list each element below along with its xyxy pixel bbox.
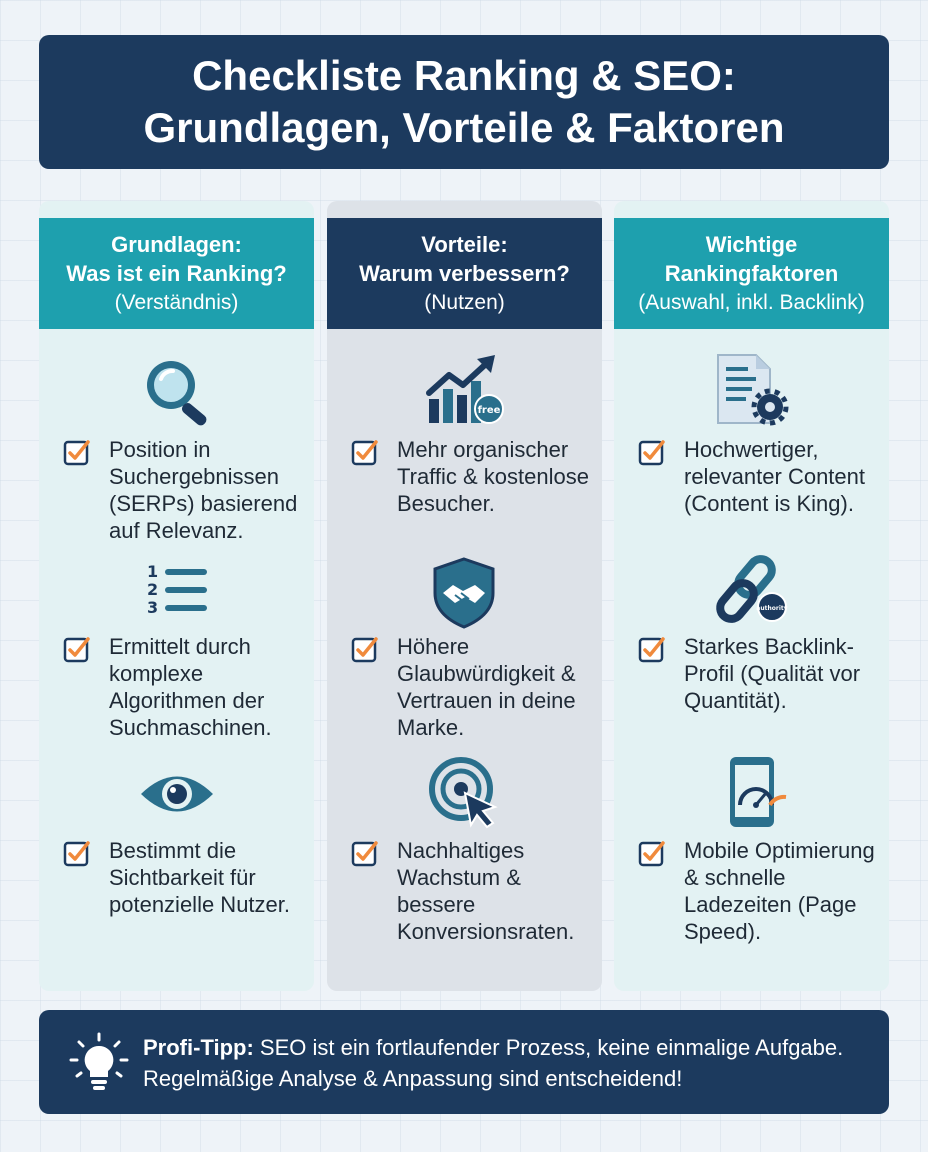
checkbox-icon	[351, 635, 379, 663]
page-title	[39, 35, 889, 169]
item-text: Nachhaltiges Wachstum & bessere Konversionsraten.	[397, 838, 575, 944]
list-item	[63, 633, 314, 741]
list-item	[638, 837, 889, 945]
tip-box	[39, 1010, 889, 1114]
header-title-1: Grundlagen:	[111, 232, 242, 257]
item-text: Mehr organischer Traffic & kostenlose Besucher.	[397, 437, 589, 516]
item-text: Hochwertiger, relevanter Content (Content is King).	[684, 437, 865, 516]
checkbox-icon	[351, 438, 379, 466]
item-text: Höhere Glaubwürdigkeit & Vertrauen in deine Marke.	[397, 634, 576, 740]
lightbulb-icon	[69, 1032, 129, 1094]
list-item	[638, 436, 889, 517]
column-header	[327, 218, 602, 329]
checkbox-icon	[63, 438, 91, 466]
checkbox-icon	[63, 839, 91, 867]
free-badge-label: free	[477, 405, 501, 416]
growth-chart-icon	[425, 353, 511, 429]
header-title-2: Rankingfaktoren	[664, 261, 839, 286]
svg-text:2: 2	[147, 580, 159, 599]
column-header	[614, 218, 889, 329]
document-gear-icon	[714, 353, 790, 429]
column-vorteile	[327, 201, 602, 991]
item-text: Position in Suchergebnissen (SERPs) basierend auf Relevanz.	[109, 437, 298, 543]
header-subtitle: (Verständnis)	[114, 291, 239, 314]
column-rankingfaktoren	[614, 201, 889, 991]
numbered-list-icon	[143, 561, 213, 617]
item-text: Mobile Optimierung & schnelle Ladezeiten (Page Speed).	[684, 838, 875, 944]
header-title-1: Wichtige	[705, 232, 798, 257]
tip-body: SEO ist ein fortlaufender Prozess, keine einmalige Aufgabe. Regelmäßige Analyse & Anpassung sind entscheidend!	[143, 1035, 844, 1091]
item-text: Starkes Backlink-Profil (Qualität vor Quantität).	[684, 634, 861, 713]
chain-link-icon	[714, 553, 794, 629]
svg-text:3: 3	[147, 598, 159, 617]
checkbox-icon	[63, 635, 91, 663]
header-subtitle: (Nutzen)	[424, 291, 505, 314]
eye-icon	[137, 769, 217, 819]
list-item	[63, 837, 314, 918]
checkbox-icon	[351, 839, 379, 867]
title-line-2: Grundlagen, Vorteile & Faktoren	[143, 104, 785, 151]
list-item	[63, 436, 314, 544]
authority-badge-label: authority	[756, 605, 788, 612]
list-item	[351, 633, 602, 741]
handshake-shield-icon	[431, 557, 497, 629]
checkbox-icon	[638, 438, 666, 466]
column-header	[39, 218, 314, 329]
title-line-1: Checkliste Ranking & SEO:	[192, 52, 736, 99]
header-title-2: Warum verbessern?	[359, 261, 570, 286]
header-subtitle: (Auswahl, inkl. Backlink)	[638, 291, 865, 314]
list-item	[351, 436, 602, 517]
header-title-1: Vorteile:	[421, 232, 508, 257]
item-text: Bestimmt die Sichtbarkeit für potenzielle Nutzer.	[109, 838, 290, 917]
item-text: Ermittelt durch komplexe Algorithmen der Suchmaschinen.	[109, 634, 272, 740]
svg-text:1: 1	[147, 562, 159, 581]
checkbox-icon	[638, 839, 666, 867]
magnifier-icon	[139, 355, 219, 427]
header-title-2: Was ist ein Ranking?	[66, 261, 287, 286]
list-item	[638, 633, 889, 714]
mobile-speed-icon	[726, 755, 798, 831]
target-cursor-icon	[429, 757, 501, 829]
list-item	[351, 837, 602, 945]
tip-text	[143, 1032, 873, 1094]
column-grundlagen	[39, 201, 314, 991]
tip-label: Profi-Tipp:	[143, 1035, 254, 1060]
checkbox-icon	[638, 635, 666, 663]
